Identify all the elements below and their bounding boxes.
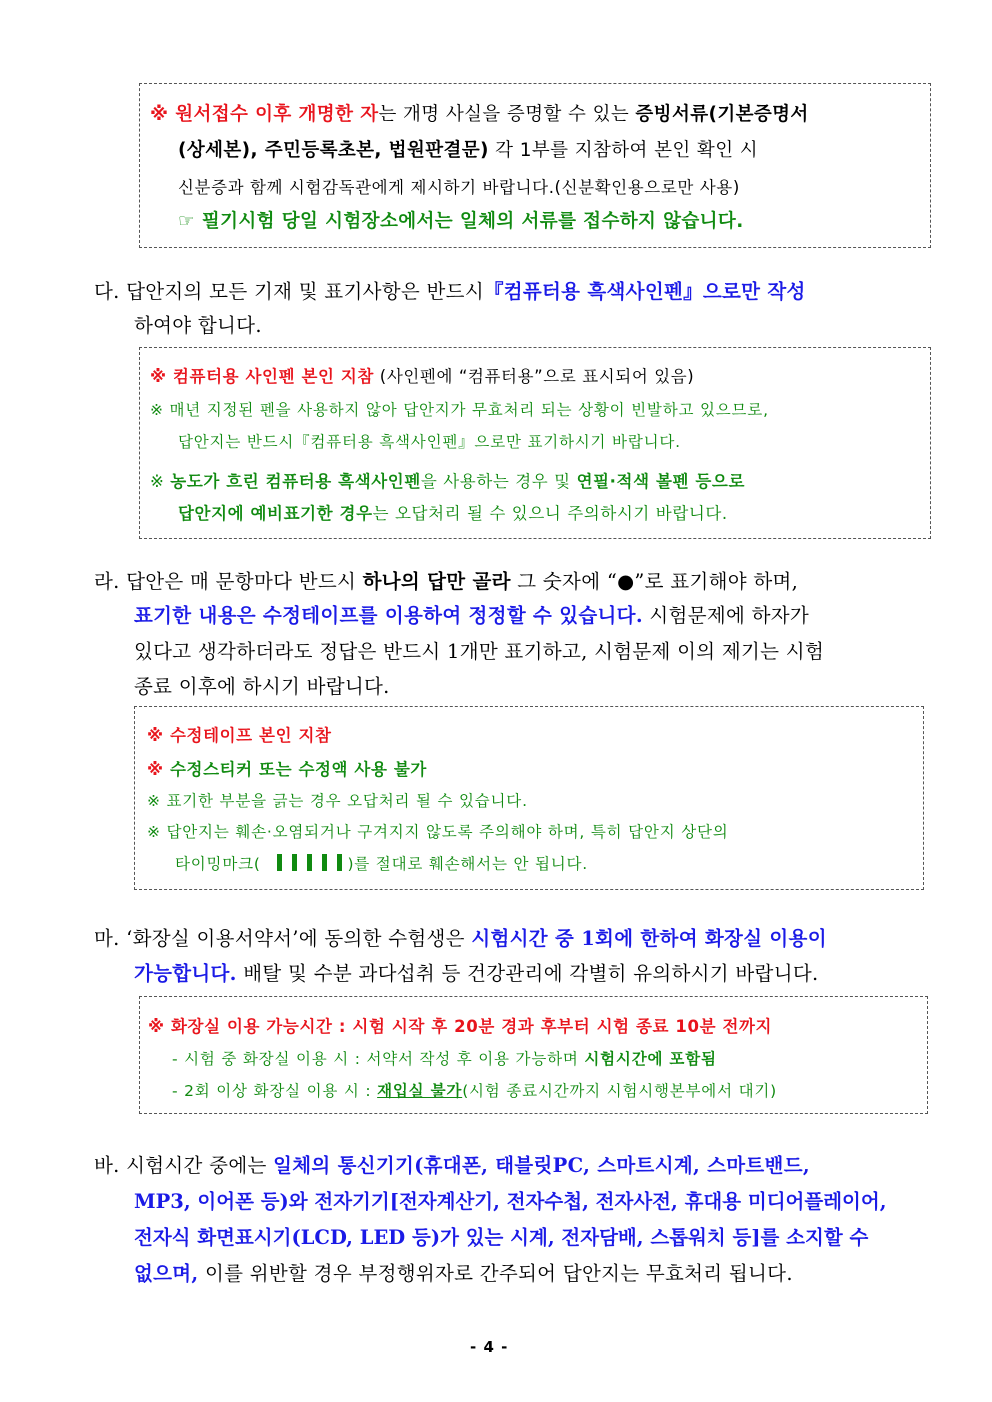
- notice-line: ☞ 필기시험 당일 시험장소에서는 일체의 서류를 접수하지 않습니다.: [178, 211, 744, 232]
- section-ba-line: 없으며, 이를 위반할 경우 부정행위자로 간주되어 답안지는 무효처리 됩니다.: [134, 1262, 793, 1285]
- section-ra-line: 라. 답안은 매 문항마다 반드시 하나의 답만 골라 그 숫자에 “●”로 표기해야 하며,: [94, 570, 799, 593]
- notice-box-restroom: [139, 996, 928, 1114]
- notice-line: ※ 매년 지정된 펜을 사용하지 않아 답안지가 무효처리 되는 상황이 빈발하고 있으므로,: [150, 401, 769, 419]
- section-ra-line: 표기한 내용은 수정테이프를 이용하여 정정할 수 있습니다. 시험문제에 하자가: [134, 604, 810, 627]
- notice-line: ※ 수정스티커 또는 수정액 사용 불가: [147, 760, 427, 779]
- timing-mark-icon: [272, 855, 347, 873]
- section-ba-line: 전자식 화면표시기(LCD, LED 등)가 있는 시계, 전자담배, 스톱워치 등]를 소지할 수: [134, 1226, 869, 1249]
- notice-line: ※ 원서접수 이후 개명한 자는 개명 사실을 증명할 수 있는 증빙서류(기본증명서: [150, 104, 809, 125]
- notice-line: 답안지는 반드시『컴퓨터용 흑색사인펜』으로만 표기하시기 바랍니다.: [178, 433, 681, 451]
- notice-line: ※ 농도가 흐린 컴퓨터용 흑색사인펜을 사용하는 경우 및 연필·적색 볼펜 등으로: [150, 472, 745, 491]
- notice-line: - 2회 이상 화장실 이용 시 : 재입실 불가(시험 종료시간까지 시험시행본부에서 대기): [172, 1082, 777, 1100]
- notice-line: 신분증과 함께 시험감독관에게 제시하기 바랍니다.(신분확인용으로만 사용): [178, 178, 740, 197]
- notice-line: 타이밍마크( )를 절대로 훼손해서는 안 됩니다.: [175, 855, 588, 873]
- page-number: - 4 -: [470, 1338, 509, 1356]
- notice-box-name-change: [139, 83, 931, 248]
- notice-line: ※ 컴퓨터용 사인펜 본인 지참 (사인펜에 “컴퓨터용”으로 표시되어 있음): [150, 367, 695, 386]
- section-ra-line: 있다고 생각하더라도 정답은 반드시 1개만 표기하고, 시험문제 이의 제기는 시험: [134, 640, 825, 663]
- notice-line: (상세본), 주민등록초본, 법원판결문) 각 1부를 지참하여 본인 확인 시: [178, 140, 759, 161]
- notice-box-correction: [134, 706, 924, 890]
- notice-line: ※ 수정테이프 본인 지참: [147, 726, 332, 745]
- notice-line: - 시험 중 화장실 이용 시 : 서약서 작성 후 이용 가능하며 시험시간에 포함됨: [172, 1050, 717, 1068]
- notice-line: ※ 화장실 이용 가능시간 : 시험 시작 후 20분 경과 후부터 시험 종료 10분 전까지: [148, 1017, 773, 1036]
- section-ma-line: 가능합니다. 배탈 및 수분 과다섭취 등 건강관리에 각별히 유의하시기 바랍니다.: [134, 962, 819, 985]
- notice-line: 답안지에 예비표기한 경우는 오답처리 될 수 있으니 주의하시기 바랍니다.: [178, 504, 728, 523]
- section-da-line: 하여야 합니다.: [134, 314, 262, 337]
- section-da-line: 다. 답안지의 모든 기재 및 표기사항은 반드시『컴퓨터용 흑색사인펜』으로만 작성: [94, 280, 806, 303]
- section-ma-line: 마. ‘화장실 이용서약서’에 동의한 수험생은 시험시간 중 1회에 한하여 화장실 이용이: [94, 927, 827, 950]
- notice-box-pen: [139, 347, 931, 539]
- notice-line: ※ 표기한 부분을 긁는 경우 오답처리 될 수 있습니다.: [147, 792, 528, 810]
- notice-line: ※ 답안지는 훼손·오염되거나 구겨지지 않도록 주의해야 하며, 특히 답안지 상단의: [147, 823, 729, 841]
- section-ba-line: 바. 시험시간 중에는 일체의 통신기기(휴대폰, 태블릿PC, 스마트시계, 스마트밴드,: [94, 1154, 810, 1177]
- section-ba-line: MP3, 이어폰 등)와 전자기기[전자계산기, 전자수첩, 전자사전, 휴대용 미디어플레이어,: [134, 1190, 887, 1213]
- section-ra-line: 종료 이후에 하시기 바랍니다.: [134, 675, 390, 698]
